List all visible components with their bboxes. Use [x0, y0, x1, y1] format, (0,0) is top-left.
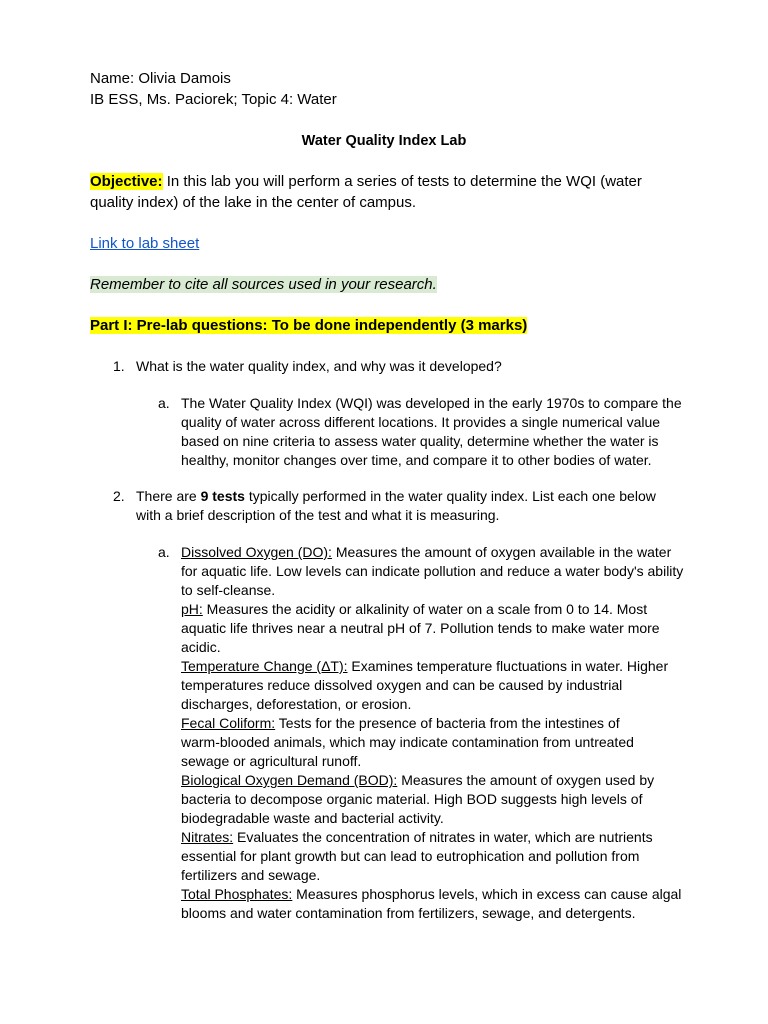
answer-1a — [181, 394, 681, 470]
test-desc-line: aquatic life thrives near a neutral pH of 7. Pollution tends to make water more — [181, 620, 660, 636]
test-desc-line: biodegradable waste and bacterial activity. — [181, 810, 444, 826]
test-desc-line: discharges, deforestation, or erosion. — [181, 696, 412, 712]
test-desc: Examines temperature fluctuations in water. Higher — [347, 658, 669, 674]
test-term: Nitrates: — [181, 829, 234, 845]
test-term: Temperature Change (ΔT): — [181, 658, 348, 674]
test-term: Dissolved Oxygen (DO): — [181, 544, 332, 560]
test-desc-line: acidic. — [181, 639, 221, 655]
test-desc-line: blooms and water contamination from fertilizers, sewage, and detergents. — [181, 905, 636, 921]
test-desc: Measures the acidity or alkalinity of water on a scale from 0 to 14. Most — [202, 601, 648, 617]
tests-list — [181, 543, 684, 923]
question-1-text: What is the water quality index, and why was it developed? — [136, 358, 502, 374]
reminder-row — [90, 274, 437, 295]
test-desc: Tests for the presence of bacteria from the intestines of — [275, 715, 620, 731]
answer-1a-line: healthy, monitor changes over time, and compare it to other bodies of water. — [181, 452, 652, 468]
answer-2a-letter: a. — [158, 544, 170, 560]
test-entry-first-line — [181, 600, 681, 619]
question-2-bold: 9 tests — [200, 488, 245, 504]
lab-sheet-link-row — [90, 233, 199, 254]
student-name: Name: Olivia Damois — [90, 70, 231, 87]
citation-reminder: Remember to cite all sources used in your research. — [90, 276, 437, 293]
test-desc: Measures phosphorus levels, which in excess can cause algal — [292, 886, 682, 902]
question-2-text-start: There are — [136, 488, 201, 504]
page-title: Water Quality Index Lab — [301, 133, 467, 149]
lab-sheet-link[interactable]: Link to lab sheet — [90, 235, 200, 252]
test-desc-line: temperatures reduce dissolved oxygen and can be caused by industrial — [181, 677, 623, 693]
objective-label: Objective: — [90, 173, 163, 190]
test-desc: Measures the amount of oxygen used by — [397, 772, 655, 788]
test-term: Biological Oxygen Demand (BOD): — [181, 772, 398, 788]
test-term: Fecal Coliform: — [181, 715, 276, 731]
test-desc-line: for aquatic life. Low levels can indicate pollution and reduce a water body's ability — [181, 563, 684, 579]
objective-line-2: quality index) of the lake in the center of campus. — [90, 194, 417, 211]
answer-1a-line: based on nine criteria to assess water quality, determine whether the water is — [181, 433, 659, 449]
test-desc-line: fertilizers and sewage. — [181, 867, 321, 883]
test-entry-first-line — [181, 657, 681, 676]
question-2-text-line-1 — [136, 487, 656, 506]
class-info: IB ESS, Ms. Paciorek; Topic 4: Water — [90, 91, 337, 108]
answer-1a-letter: a. — [158, 395, 170, 411]
test-desc-line: warm-blooded animals, which may indicate contamination from untreated — [181, 734, 634, 750]
test-term: Total Phosphates: — [181, 886, 293, 902]
test-desc: Evaluates the concentration of nitrates in water, which are nutrients — [233, 829, 653, 845]
question-2-text-line-2: with a brief description of the test and what it is measuring. — [136, 507, 500, 523]
test-entry-first-line — [181, 828, 681, 847]
objective-text-1: In this lab you will perform a series of tests to determine the WQI (water — [162, 173, 642, 190]
part1-heading: Part I: Pre-lab questions: To be done independently (3 marks) — [90, 317, 528, 334]
test-desc-line: bacteria to decompose organic material. High BOD suggests high levels of — [181, 791, 643, 807]
test-entry-first-line — [181, 543, 681, 562]
test-entry-first-line — [181, 714, 681, 733]
test-desc: Measures the amount of oxygen available in the water — [331, 544, 672, 560]
question-2-number: 2. — [113, 488, 125, 504]
question-2-text-end: typically performed in the water quality index. List each one below — [244, 488, 656, 504]
question-1-number: 1. — [113, 358, 125, 374]
test-desc-line: sewage or agricultural runoff. — [181, 753, 362, 769]
answer-1a-line: quality of water across different locations. It provides a single numerical value — [181, 414, 661, 430]
test-desc-line: to self-cleanse. — [181, 582, 276, 598]
objective-line-1 — [90, 171, 642, 192]
test-term: pH: — [181, 601, 203, 617]
test-entry-first-line — [181, 771, 681, 790]
part1-heading-row — [90, 315, 527, 336]
test-desc-line: essential for plant growth but can lead to eutrophication and pollution from — [181, 848, 640, 864]
test-entry-first-line — [181, 885, 681, 904]
answer-1a-line: The Water Quality Index (WQI) was developed in the early 1970s to compare the — [181, 395, 682, 411]
